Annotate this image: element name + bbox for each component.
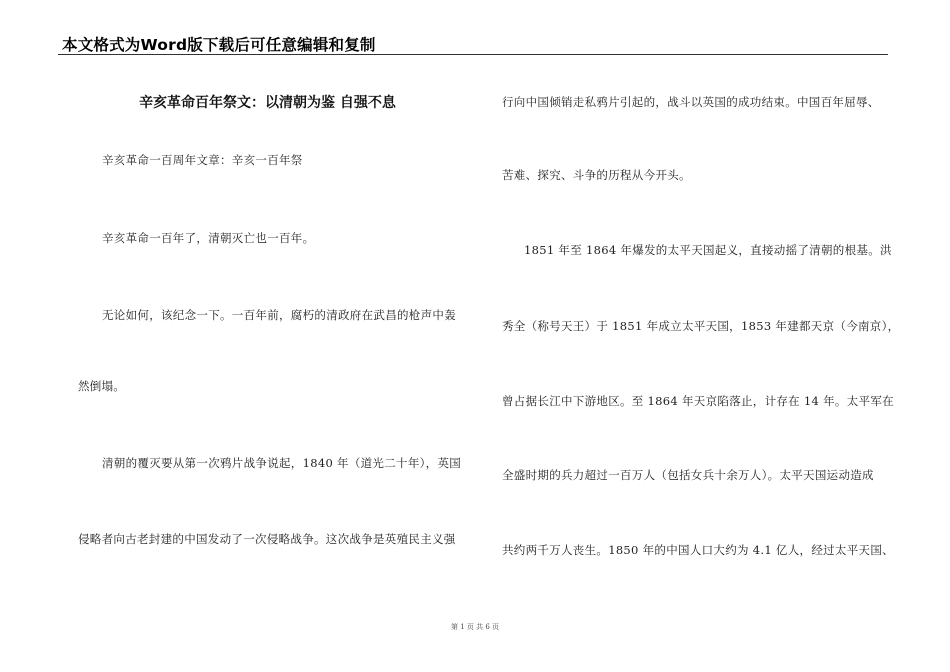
page-number: 第 1 页 共 6 页 — [450, 623, 500, 631]
paragraph-line: 全盛时期的兵力超过一百万人（包括女兵十余万人）。太平天国运动造成 — [502, 468, 874, 482]
paragraph-line: 行向中国倾销走私鸦片引起的，战斗以英国的成功结束。中国百年屈辱、 — [502, 95, 880, 109]
paragraph-line: 辛亥革命一百年了，清朝灭亡也一百年。 — [102, 231, 315, 245]
paragraph-line: 侵略者向古老封建的中国发动了一次侵略战争。这次战争是英殖民主义强 — [78, 532, 456, 546]
article-title: 辛亥革命百年祭文：以清朝为鉴 自强不息 — [139, 95, 396, 111]
document-banner: 本文格式为Word版下载后可任意编辑和复制 — [62, 36, 376, 54]
paragraph-line: 然倒塌。 — [78, 379, 126, 393]
paragraph-line: 共约两千万人丧生。1850 年的中国人口大约为 4.1 亿人，经过太平天国、 — [502, 543, 894, 557]
header-divider — [58, 54, 888, 55]
paragraph-line: 无论如何，该纪念一下。一百年前，腐朽的清政府在武昌的枪声中轰 — [102, 308, 456, 322]
paragraph-line: 秀全（称号天王）于 1851 年成立太平天国，1853 年建都天京（今南京）， — [502, 319, 900, 333]
paragraph-line: 曾占据长江中下游地区。至 1864 年天京陷落止，计存在 14 年。太平军在 — [502, 394, 894, 408]
paragraph-line: 1851 年至 1864 年爆发的太平天国起义，直接动摇了清朝的根基。洪 — [524, 243, 892, 257]
paragraph-line: 清朝的覆灭要从第一次鸦片战争说起，1840 年（道光二十年），英国 — [102, 456, 462, 470]
paragraph-line: 辛亥革命一百周年文章：辛亥一百年祭 — [102, 153, 303, 167]
paragraph-line: 苦难、探究、斗争的历程从今开头。 — [502, 168, 691, 182]
